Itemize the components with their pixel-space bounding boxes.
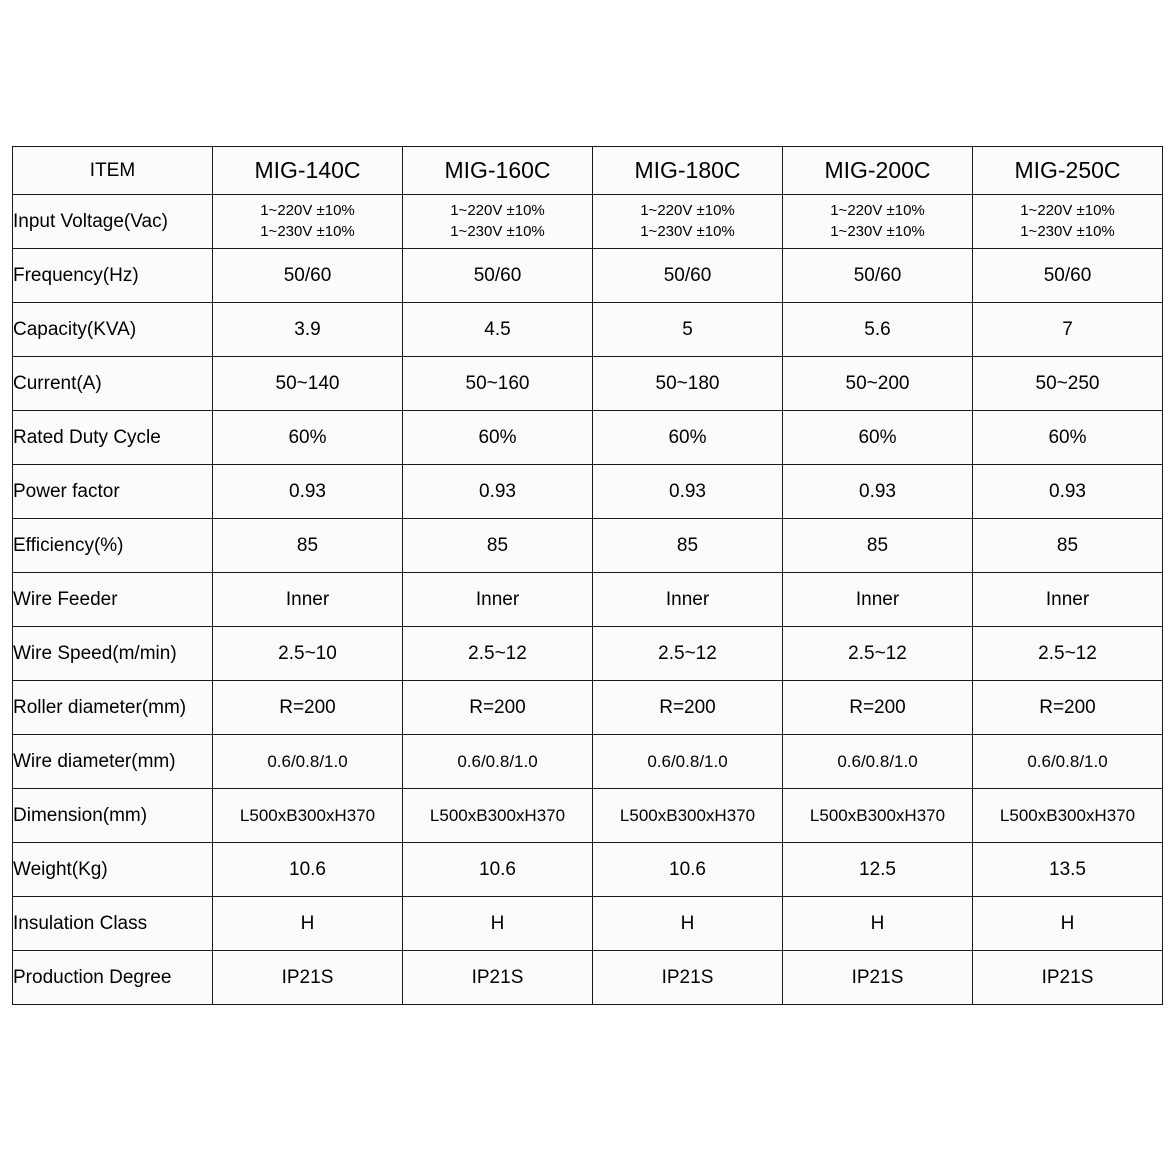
table-cell xyxy=(213,195,403,249)
table-cell: 3.9 xyxy=(213,303,403,357)
table-cell: R=200 xyxy=(593,681,783,735)
table-cell: 85 xyxy=(973,519,1163,573)
table-cell: 60% xyxy=(403,411,593,465)
table-cell: 4.5 xyxy=(403,303,593,357)
table-cell: 50/60 xyxy=(973,249,1163,303)
table-row xyxy=(13,249,1163,303)
table-row xyxy=(13,951,1163,1005)
row-label: Wire diameter(mm) xyxy=(13,735,213,789)
cell-line-2: 1~230V ±10% xyxy=(640,222,735,240)
header-row xyxy=(13,147,1163,195)
table-cell: 0.93 xyxy=(783,465,973,519)
row-label: Insulation Class xyxy=(13,897,213,951)
table-row xyxy=(13,681,1163,735)
table-cell: Inner xyxy=(213,573,403,627)
table-cell: L500xB300xH370 xyxy=(783,789,973,843)
table-cell: 2.5~12 xyxy=(783,627,973,681)
row-label: Power factor xyxy=(13,465,213,519)
table-cell: 0.93 xyxy=(213,465,403,519)
row-label: Input Voltage(Vac) xyxy=(13,195,213,249)
column-header-item: ITEM xyxy=(13,147,213,195)
cell-line-2: 1~230V ±10% xyxy=(830,222,925,240)
spec-sheet xyxy=(12,146,1162,1005)
table-row xyxy=(13,519,1163,573)
row-label: Frequency(Hz) xyxy=(13,249,213,303)
table-cell: IP21S xyxy=(403,951,593,1005)
table-row xyxy=(13,303,1163,357)
row-label: Capacity(KVA) xyxy=(13,303,213,357)
table-cell: 50~180 xyxy=(593,357,783,411)
table-header xyxy=(13,147,1163,195)
table-cell: 0.6/0.8/1.0 xyxy=(973,735,1163,789)
table-cell: 60% xyxy=(213,411,403,465)
row-label: Weight(Kg) xyxy=(13,843,213,897)
row-label: Roller diameter(mm) xyxy=(13,681,213,735)
table-cell: 10.6 xyxy=(213,843,403,897)
table-cell: 85 xyxy=(783,519,973,573)
table-cell xyxy=(783,195,973,249)
column-header-model-4: MIG-200C xyxy=(783,147,973,195)
cell-line-1: 1~220V ±10% xyxy=(260,202,355,220)
table-cell: IP21S xyxy=(213,951,403,1005)
table-cell: IP21S xyxy=(783,951,973,1005)
table-row xyxy=(13,357,1163,411)
table-cell: Inner xyxy=(593,573,783,627)
table-row xyxy=(13,573,1163,627)
row-label: Dimension(mm) xyxy=(13,789,213,843)
table-cell: 50~140 xyxy=(213,357,403,411)
table-cell: 50/60 xyxy=(593,249,783,303)
cell-line-1: 1~220V ±10% xyxy=(1020,202,1115,220)
table-cell: Inner xyxy=(403,573,593,627)
table-cell: 13.5 xyxy=(973,843,1163,897)
table-cell: 2.5~10 xyxy=(213,627,403,681)
table-row xyxy=(13,195,1163,249)
table-row xyxy=(13,897,1163,951)
row-label: Efficiency(%) xyxy=(13,519,213,573)
table-cell: R=200 xyxy=(973,681,1163,735)
table-cell: 60% xyxy=(973,411,1163,465)
table-cell: 0.93 xyxy=(973,465,1163,519)
table-cell: 0.6/0.8/1.0 xyxy=(593,735,783,789)
column-header-model-1: MIG-140C xyxy=(213,147,403,195)
table-row xyxy=(13,411,1163,465)
table-cell: 0.6/0.8/1.0 xyxy=(213,735,403,789)
column-header-model-5: MIG-250C xyxy=(973,147,1163,195)
table-cell: R=200 xyxy=(403,681,593,735)
table-cell: H xyxy=(973,897,1163,951)
cell-line-1: 1~220V ±10% xyxy=(450,202,545,220)
table-cell: 2.5~12 xyxy=(593,627,783,681)
column-header-model-3: MIG-180C xyxy=(593,147,783,195)
table-cell: 0.6/0.8/1.0 xyxy=(403,735,593,789)
table-cell xyxy=(403,195,593,249)
cell-line-1: 1~220V ±10% xyxy=(640,202,735,220)
table-row xyxy=(13,789,1163,843)
table-cell: R=200 xyxy=(783,681,973,735)
table-cell xyxy=(973,195,1163,249)
table-cell: 85 xyxy=(403,519,593,573)
row-label: Production Degree xyxy=(13,951,213,1005)
table-cell: 0.93 xyxy=(403,465,593,519)
table-cell: 60% xyxy=(593,411,783,465)
table-cell: 5 xyxy=(593,303,783,357)
table-cell: H xyxy=(403,897,593,951)
table-row xyxy=(13,843,1163,897)
table-row xyxy=(13,627,1163,681)
table-cell: Inner xyxy=(783,573,973,627)
cell-line-2: 1~230V ±10% xyxy=(1020,222,1115,240)
table-cell: Inner xyxy=(973,573,1163,627)
table-cell: 60% xyxy=(783,411,973,465)
table-cell: 85 xyxy=(593,519,783,573)
table-cell: 85 xyxy=(213,519,403,573)
table-cell: H xyxy=(783,897,973,951)
cell-line-1: 1~220V ±10% xyxy=(830,202,925,220)
column-header-model-2: MIG-160C xyxy=(403,147,593,195)
cell-line-2: 1~230V ±10% xyxy=(260,222,355,240)
table-cell: 50~250 xyxy=(973,357,1163,411)
table-row xyxy=(13,735,1163,789)
table-cell: 50/60 xyxy=(403,249,593,303)
table-cell: 7 xyxy=(973,303,1163,357)
table-cell: 50~160 xyxy=(403,357,593,411)
table-cell: L500xB300xH370 xyxy=(973,789,1163,843)
table-cell: IP21S xyxy=(973,951,1163,1005)
table-cell: L500xB300xH370 xyxy=(213,789,403,843)
row-label: Wire Feeder xyxy=(13,573,213,627)
row-label: Wire Speed(m/min) xyxy=(13,627,213,681)
table-cell: 0.93 xyxy=(593,465,783,519)
specification-table xyxy=(12,146,1163,1005)
table-cell: IP21S xyxy=(593,951,783,1005)
cell-line-2: 1~230V ±10% xyxy=(450,222,545,240)
row-label: Rated Duty Cycle xyxy=(13,411,213,465)
table-cell: 10.6 xyxy=(403,843,593,897)
table-cell: 10.6 xyxy=(593,843,783,897)
table-cell: 50/60 xyxy=(783,249,973,303)
table-cell xyxy=(593,195,783,249)
table-cell: 50~200 xyxy=(783,357,973,411)
table-body xyxy=(13,195,1163,1005)
table-cell: H xyxy=(213,897,403,951)
table-cell: L500xB300xH370 xyxy=(593,789,783,843)
table-cell: 5.6 xyxy=(783,303,973,357)
table-cell: 0.6/0.8/1.0 xyxy=(783,735,973,789)
row-label: Current(A) xyxy=(13,357,213,411)
table-cell: R=200 xyxy=(213,681,403,735)
table-cell: 2.5~12 xyxy=(403,627,593,681)
table-row xyxy=(13,465,1163,519)
table-cell: L500xB300xH370 xyxy=(403,789,593,843)
table-cell: 2.5~12 xyxy=(973,627,1163,681)
table-cell: H xyxy=(593,897,783,951)
table-cell: 12.5 xyxy=(783,843,973,897)
table-cell: 50/60 xyxy=(213,249,403,303)
